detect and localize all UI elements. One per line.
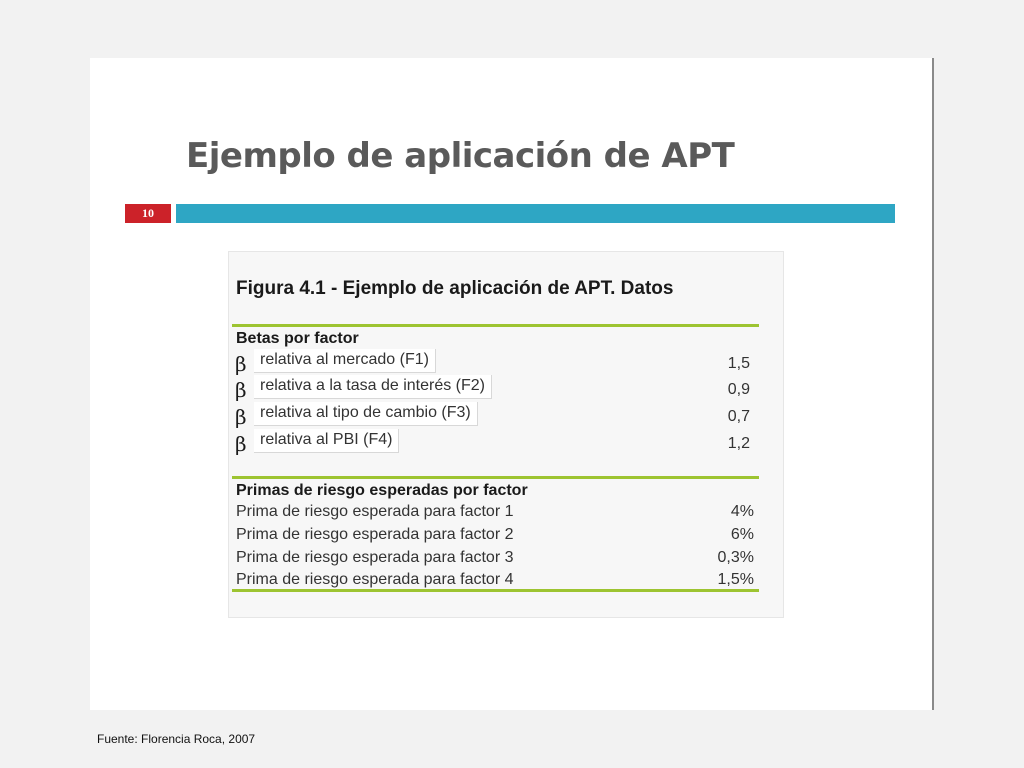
beta-row <box>234 351 760 377</box>
beta-label-cell <box>254 429 399 453</box>
page-number-badge: 10 <box>125 204 171 223</box>
beta-label: relativa al mercado (F1) <box>260 351 429 368</box>
divider-line <box>232 589 759 592</box>
divider-line <box>232 324 759 327</box>
slide-edge-divider <box>932 58 934 710</box>
beta-symbol: β <box>235 378 247 402</box>
primas-heading: Primas de riesgo esperadas por factor <box>236 482 528 499</box>
beta-label-cell <box>254 375 492 399</box>
prima-row <box>236 503 754 525</box>
beta-label: relativa al tipo de cambio (F3) <box>260 404 471 421</box>
beta-label: relativa a la tasa de interés (F2) <box>260 377 485 394</box>
beta-symbol: β <box>235 352 247 376</box>
prima-row <box>236 526 754 548</box>
beta-row <box>234 431 760 457</box>
title-accent-bar <box>176 204 895 223</box>
figure-title: Figura 4.1 - Ejemplo de aplicación de APT. Datos <box>236 278 674 299</box>
beta-row <box>234 377 760 403</box>
prima-label: Prima de riesgo esperada para factor 2 <box>236 526 514 543</box>
beta-value: 0,7 <box>727 408 750 425</box>
prima-label: Prima de riesgo esperada para factor 3 <box>236 549 514 566</box>
prima-value: 6% <box>730 526 754 543</box>
prima-value: 0,3% <box>717 549 754 566</box>
prima-value: 4% <box>730 503 754 520</box>
beta-label: relativa al PBI (F4) <box>260 431 393 448</box>
prima-label: Prima de riesgo esperada para factor 4 <box>236 571 514 588</box>
beta-value: 1,2 <box>727 435 750 452</box>
source-caption: Fuente: Florencia Roca, 2007 <box>97 732 256 746</box>
betas-heading: Betas por factor <box>236 330 359 347</box>
beta-label-cell <box>254 349 436 373</box>
prima-label: Prima de riesgo esperada para factor 1 <box>236 503 514 520</box>
figure-table <box>228 251 784 618</box>
beta-symbol: β <box>235 432 247 456</box>
beta-value: 1,5 <box>727 355 750 372</box>
beta-label-cell <box>254 402 478 426</box>
prima-value: 1,5% <box>717 571 754 588</box>
beta-value: 0,9 <box>727 381 750 398</box>
slide-title: Ejemplo de aplicación de APT <box>186 136 735 176</box>
prima-row <box>236 549 754 571</box>
divider-line <box>232 476 759 479</box>
beta-row <box>234 404 760 430</box>
beta-symbol: β <box>235 405 247 429</box>
